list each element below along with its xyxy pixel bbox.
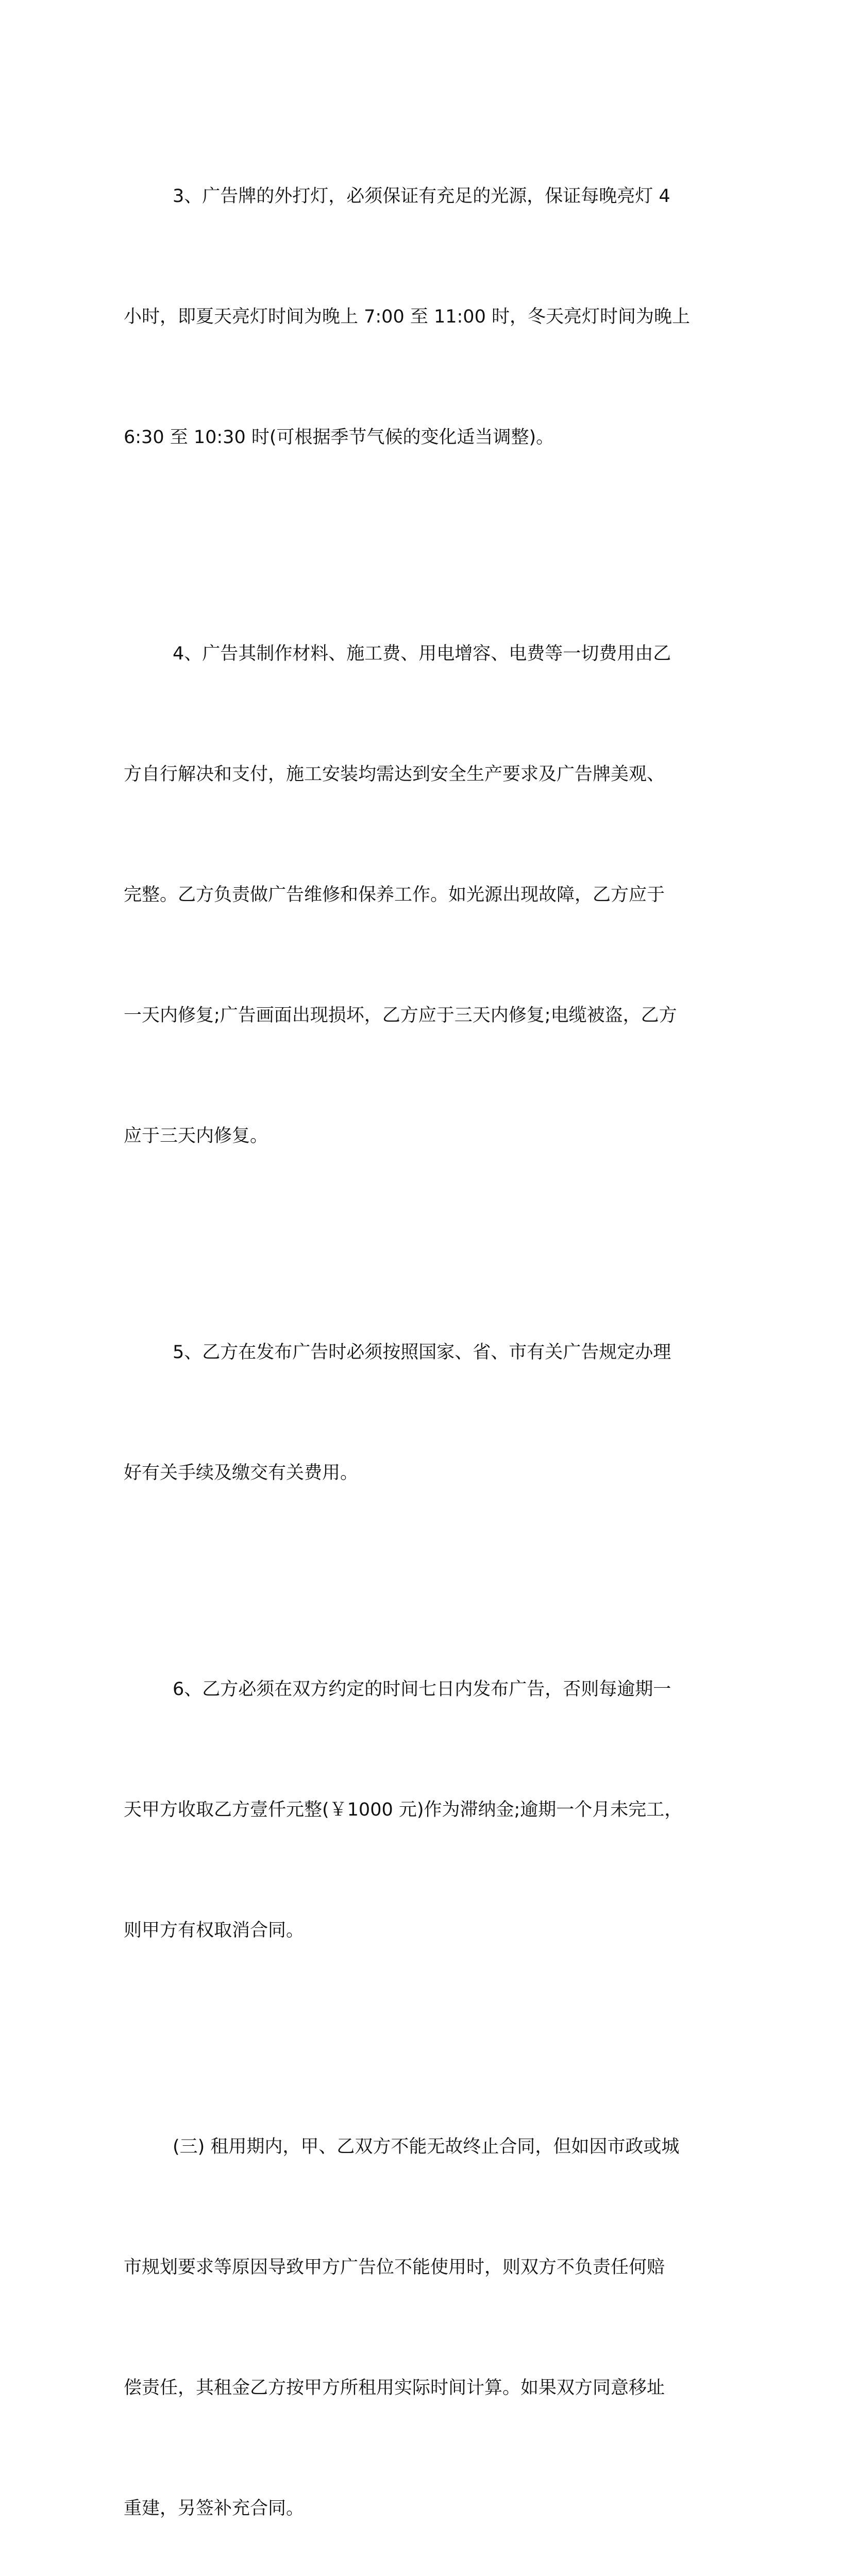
paragraph-line: 4、广告其制作材料、施工费、用电增容、电费等一切费用由乙	[173, 643, 671, 664]
paragraph-line: 应于三天内修复。	[124, 1126, 268, 1146]
paragraph-line: 6、乙方必须在双方约定的时间七日内发布广告，否则每逾期一	[173, 1679, 671, 1700]
paragraph-line: 3、广告牌的外打灯，必须保证有充足的光源，保证每晚亮灯 4	[173, 186, 670, 207]
paragraph-line: 则甲方有权取消合同。	[124, 1920, 305, 1941]
paragraph-line: 天甲方收取乙方壹仟元整(￥1000 元)作为滞纳金;逾期一个月未完工，	[124, 1800, 683, 1820]
paragraph-line: 小时，即夏天亮灯时间为晚上 7:00 至 11:00 时，冬天亮灯时间为晚上	[124, 307, 690, 327]
paragraph-line: 6:30 至 10:30 时(可根据季节气候的变化适当调整)。	[124, 427, 554, 448]
paragraph-clause-4	[124, 553, 709, 1236]
paragraph-line: 偿责任，其租金乙方按甲方所租用实际时间计算。如果双方同意移址	[124, 2378, 665, 2398]
paragraph-line: 好有关手续及缴交有关费用。	[124, 1463, 359, 1483]
paragraph-line: 方自行解决和支付，施工安装均需达到安全生产要求及广告牌美观、	[124, 764, 665, 785]
paragraph-line: 重建，另签补充合同。	[124, 2498, 305, 2519]
document-body	[124, 96, 709, 2576]
paragraph-line: 一天内修复;广告画面出现损坏，乙方应于三天内修复;电缆被盗，乙方	[124, 1005, 677, 1026]
paragraph-line: 5、乙方在发布广告时必须按照国家、省、市有关广告规定办理	[173, 1342, 671, 1363]
paragraph-clause-3	[124, 96, 709, 538]
paragraph-line: (三) 租用期内，甲、乙双方不能无故终止合同，但如因市政或城	[173, 2137, 680, 2157]
paragraph-clause-6	[124, 1589, 709, 2031]
paragraph-line: 市规划要求等原因导致甲方广告位不能使用时，则双方不负责任何赔	[124, 2257, 665, 2278]
paragraph-clause-5	[124, 1252, 709, 1573]
paragraph-section-3	[124, 2046, 709, 2576]
paragraph-line: 完整。乙方负责做广告维修和保养工作。如光源出现故障，乙方应于	[124, 885, 665, 905]
